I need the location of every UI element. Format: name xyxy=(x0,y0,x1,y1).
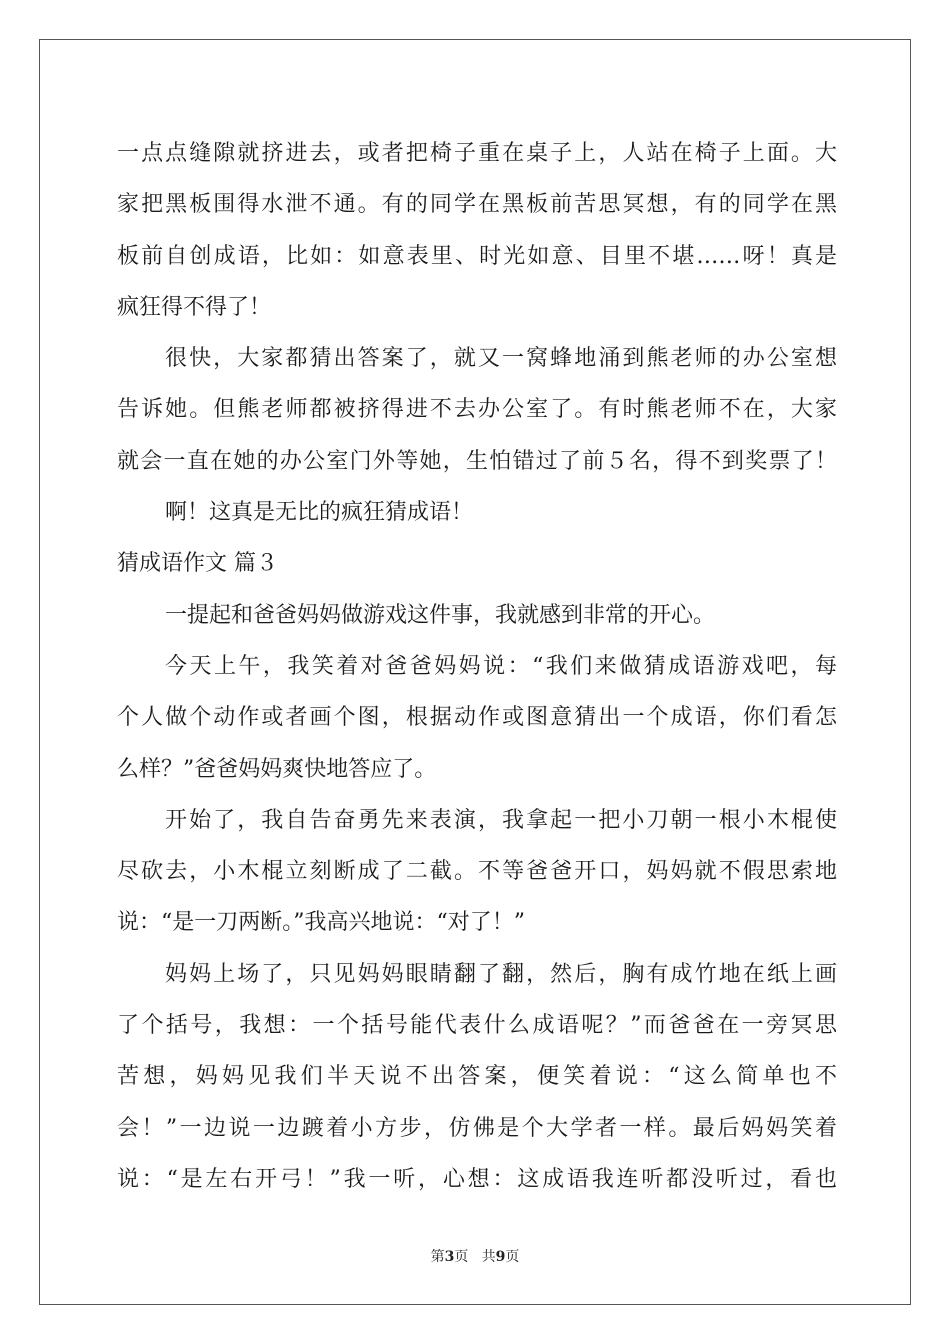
text-line: 啊！这真是无比的疯狂猜成语！ xyxy=(165,500,474,526)
footer-page-prefix: 第 xyxy=(430,1249,445,1265)
text-line: 家把黑板围得水泄不通。有的同学在黑板前苦思冥想，有的同学在黑 xyxy=(117,192,837,218)
footer-total-suffix: 页 xyxy=(505,1249,520,1265)
text-line: 开始了，我自告奋勇先来表演，我拿起一把小刀朝一根小木棍使 xyxy=(165,807,837,833)
text-line: 会！”一边说一边踱着小方步，仿佛是个大学者一样。最后妈妈笑着 xyxy=(117,1115,837,1141)
text-line: 一点点缝隙就挤进去，或者把椅子重在桌子上，人站在椅子上面。大 xyxy=(117,141,837,166)
footer-page-number: 3 xyxy=(444,1249,455,1265)
text-line: 很快，大家都猜出答案了，就又一窝蜂地涌到熊老师的办公室想 xyxy=(165,346,837,372)
text-line: 说：“是一刀两断。”我高兴地说：“对了！” xyxy=(117,910,525,936)
text-line: 今天上午，我笑着对爸爸妈妈说：“我们来做猜成语游戏吧，每 xyxy=(165,653,837,679)
text-line: 就会一直在她的办公室门外等她，生怕错过了前５名，得不到奖票了！ xyxy=(117,448,837,474)
text-line: 猜成语作文 篇３ xyxy=(117,551,278,577)
text-line: 妈妈上场了，只见妈妈眼睛翻了翻，然后，胸有成竹地在纸上画 xyxy=(165,961,837,987)
text-line: 说：“是左右开弓！”我一听，心想：这成语我连听都没听过，看也 xyxy=(117,1166,837,1192)
text-line: 苦想，妈妈见我们半天说不出答案，便笑着说：“这么简单也不 xyxy=(117,1064,837,1090)
footer-total-number: 9 xyxy=(495,1249,506,1265)
page-footer xyxy=(0,1246,950,1266)
text-line: 告诉她。但熊老师都被挤得进不去办公室了。有时熊老师不在，大家 xyxy=(117,397,837,423)
footer-page-suffix: 页 xyxy=(454,1249,469,1265)
text-line: 么样？”爸爸妈妈爽快地答应了。 xyxy=(117,756,437,782)
text-line: 板前自创成语，比如：如意表里、时光如意、目里不堪……呀！真是 xyxy=(117,243,837,269)
footer-total-prefix: 共 xyxy=(481,1249,496,1265)
document-body xyxy=(117,128,837,1205)
text-line: 疯狂得不得了！ xyxy=(117,294,272,320)
text-line: 尽砍去，小木棍立刻断成了二截。不等爸爸开口，妈妈就不假思索地 xyxy=(117,859,837,885)
text-line: 一提起和爸爸妈妈做游戏这件事，我就感到非常的开心。 xyxy=(165,602,716,628)
text-line: 个人做个动作或者画个图，根据动作或图意猜出一个成语，你们看怎 xyxy=(117,705,837,731)
text-line: 了个括号，我想：一个括号能代表什么成语呢？”而爸爸在一旁冥思 xyxy=(117,1013,837,1039)
